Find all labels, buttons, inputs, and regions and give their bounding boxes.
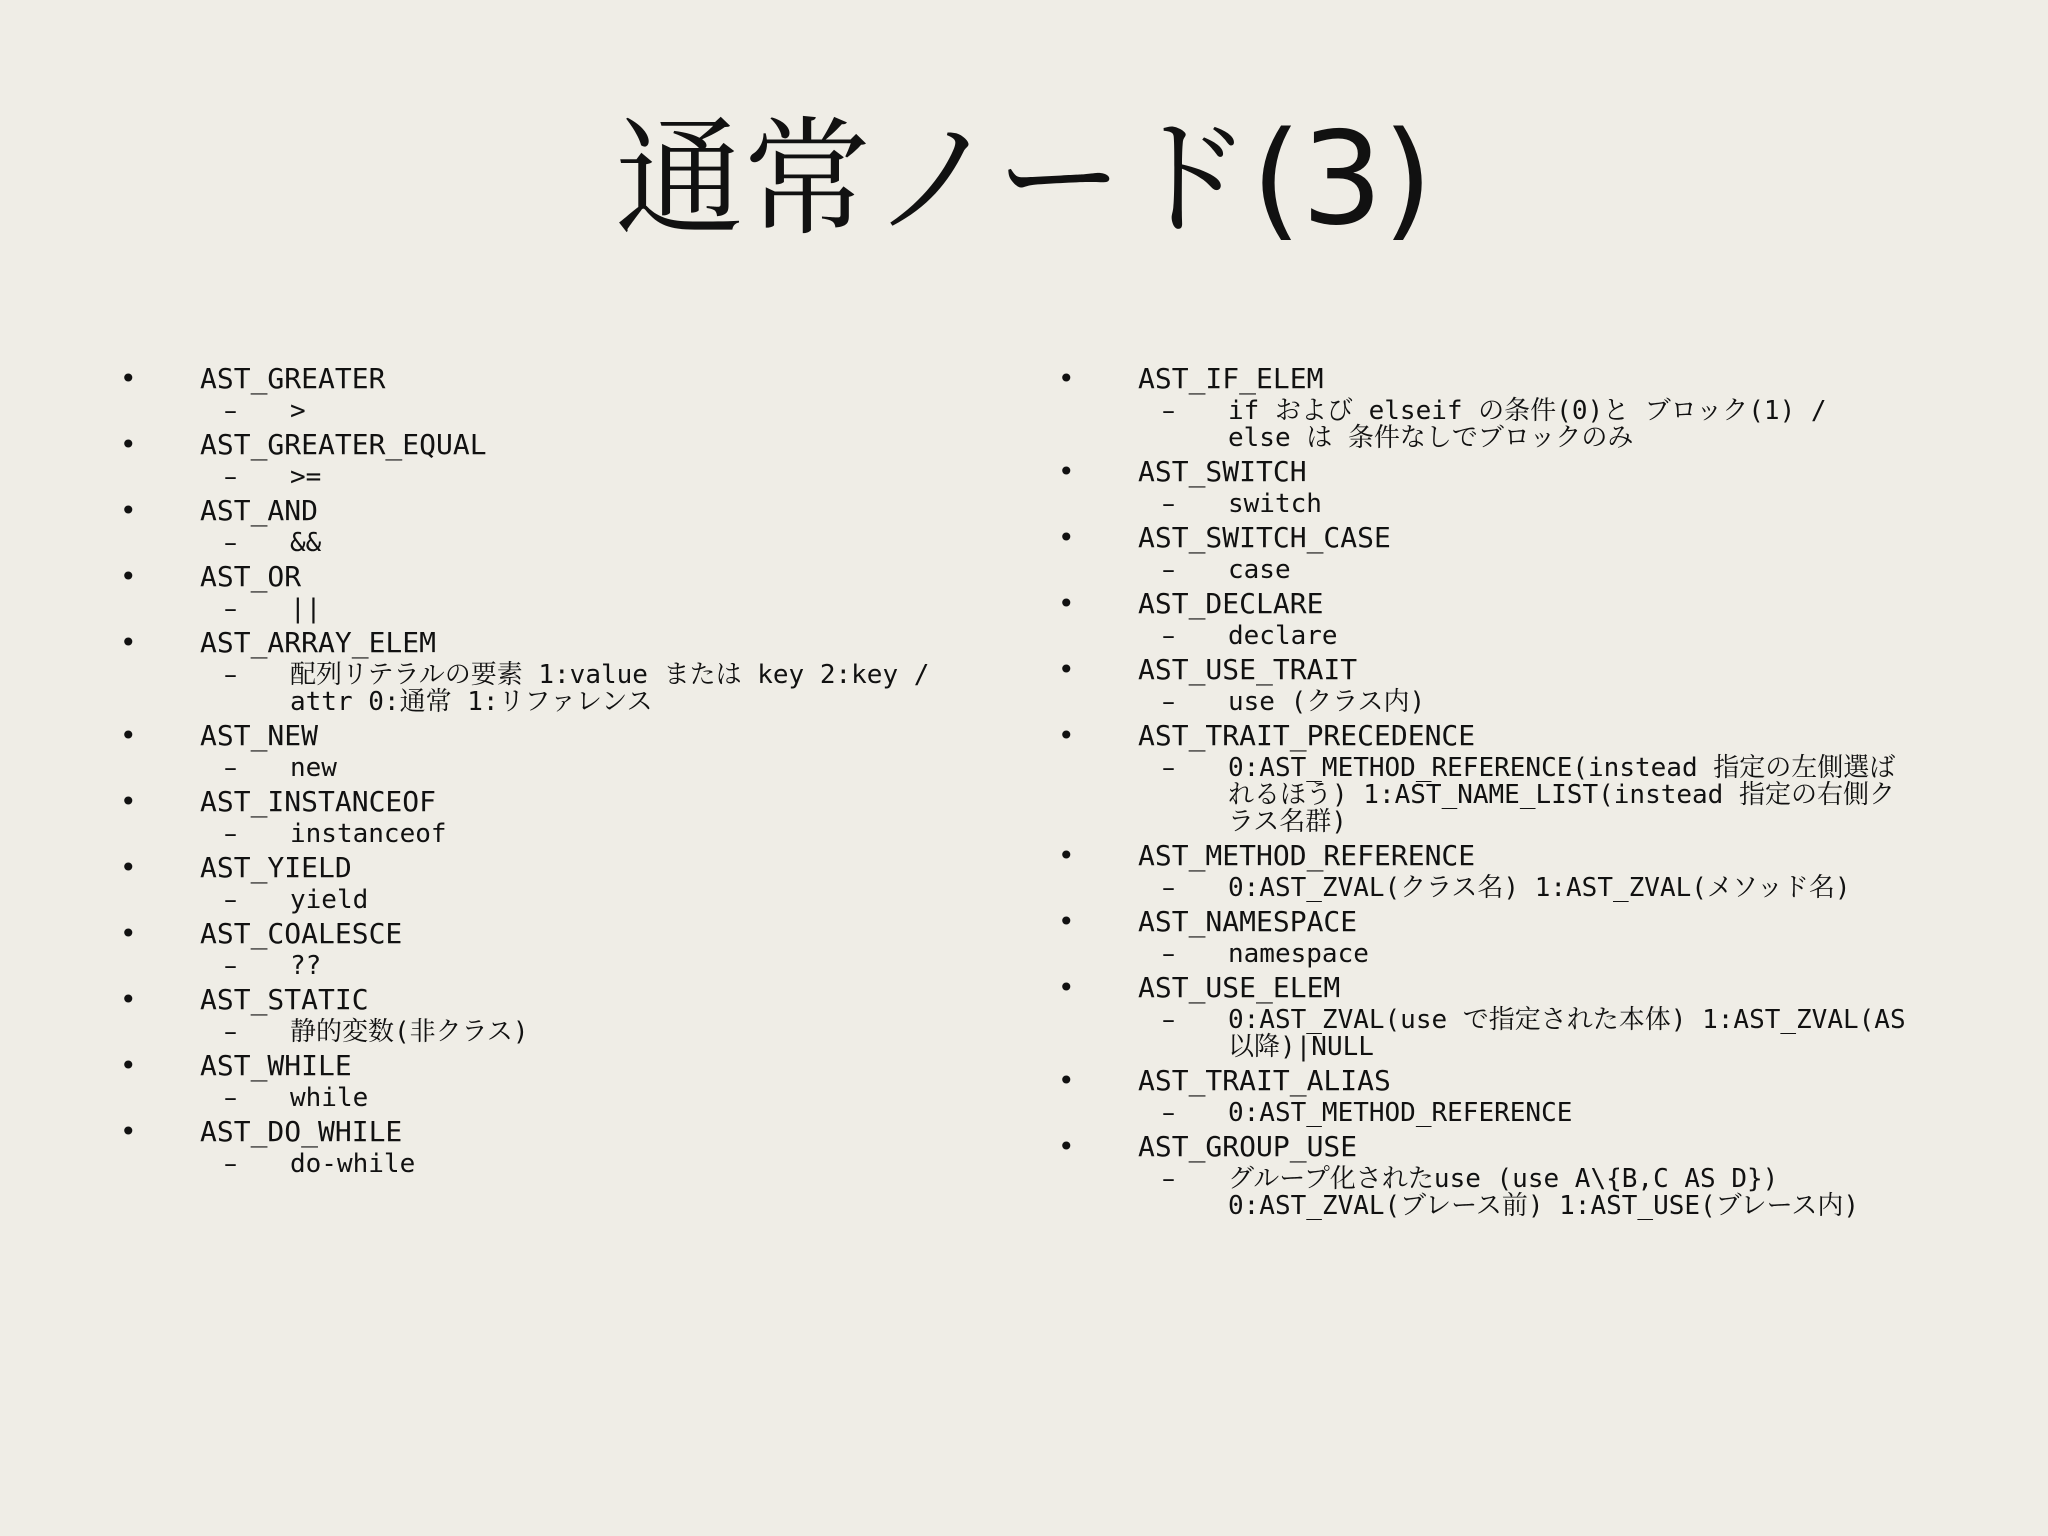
dash-icon: –	[1162, 1098, 1175, 1128]
bullet-icon: •	[1058, 521, 1075, 554]
dash-icon: –	[224, 396, 237, 426]
dash-icon: –	[224, 819, 237, 849]
bullet-icon: •	[1058, 1064, 1075, 1097]
bullet-icon: •	[120, 626, 137, 659]
node-name: AST_WHILE	[200, 1049, 352, 1082]
bullet-item	[120, 851, 980, 914]
node-description-text: 0:AST_METHOD_REFERENCE(instead 指定の左側選ば れるほう) 1:AST_NAME_LIST(instead 指定の右側ク ラス名群)	[1228, 753, 1896, 837]
bullet-icon: •	[120, 851, 137, 884]
dash-icon: –	[1162, 753, 1175, 783]
bullet-item	[1058, 587, 1948, 650]
node-description-text: ??	[290, 951, 322, 981]
node-name: AST_TRAIT_PRECEDENCE	[1138, 719, 1476, 752]
bullet-item	[120, 983, 980, 1046]
node-description-text: instanceof	[290, 819, 447, 849]
bullet-icon: •	[1058, 455, 1075, 488]
dash-icon: –	[224, 462, 237, 492]
node-name: AST_COALESCE	[200, 917, 403, 950]
dash-icon: –	[1162, 687, 1175, 717]
node-description-text: 配列リテラルの要素 1:value または key 2:key / attr 0:通常 1:リファレンス	[290, 660, 930, 717]
node-description-text: グループ化されたuse (use A\{B,C AS D}) 0:AST_ZVAL(ブレース前) 1:AST_USE(ブレース内)	[1228, 1164, 1859, 1221]
dash-icon: –	[224, 1017, 237, 1047]
node-description	[1058, 623, 1948, 650]
bullet-icon: •	[1058, 905, 1075, 938]
node-description-text: switch	[1228, 489, 1322, 519]
dash-icon: –	[1162, 873, 1175, 903]
bullet-item	[1058, 839, 1948, 902]
bullet-icon: •	[1058, 719, 1075, 752]
slide-title: 通常ノード(3)	[615, 105, 1433, 254]
node-description	[1058, 557, 1948, 584]
node-description	[1058, 755, 1948, 836]
bullet-item	[1058, 362, 1948, 452]
node-description	[1058, 398, 1948, 452]
bullet-icon: •	[120, 1049, 137, 1082]
node-name: AST_SWITCH	[1138, 455, 1307, 488]
node-name: AST_YIELD	[200, 851, 352, 884]
node-name: AST_GROUP_USE	[1138, 1130, 1358, 1163]
node-description-text: 0:AST_METHOD_REFERENCE	[1228, 1098, 1573, 1128]
dash-icon: –	[1162, 396, 1175, 426]
node-description-text: 0:AST_ZVAL(use で指定された本体) 1:AST_ZVAL(AS 以降)|NULL	[1228, 1005, 1906, 1062]
bullet-item	[1058, 719, 1948, 836]
dash-icon: –	[1162, 555, 1175, 585]
dash-icon: –	[224, 594, 237, 624]
right-bullet-list	[1058, 362, 1948, 1223]
dash-icon: –	[224, 885, 237, 915]
node-description-text: use (クラス内)	[1228, 687, 1426, 717]
node-name: AST_SWITCH_CASE	[1138, 521, 1391, 554]
bullet-icon: •	[1058, 653, 1075, 686]
node-description	[120, 755, 980, 782]
bullet-icon: •	[120, 983, 137, 1016]
node-description-text: yield	[290, 885, 369, 915]
node-description-text: &&	[290, 528, 322, 558]
dash-icon: –	[1162, 1164, 1175, 1194]
bullet-icon: •	[120, 917, 137, 950]
node-description-text: namespace	[1228, 939, 1369, 969]
bullet-icon: •	[120, 719, 137, 752]
node-description	[120, 1151, 980, 1178]
node-name: AST_GREATER_EQUAL	[200, 428, 487, 461]
bullet-icon: •	[1058, 971, 1075, 1004]
node-name: AST_USE_TRAIT	[1138, 653, 1358, 686]
node-name: AST_DO_WHILE	[200, 1115, 403, 1148]
node-description	[120, 530, 980, 557]
node-name: AST_IF_ELEM	[1138, 362, 1324, 395]
node-description-text: 0:AST_ZVAL(クラス名) 1:AST_ZVAL(メソッド名)	[1228, 873, 1851, 903]
node-description	[120, 953, 980, 980]
node-description	[1058, 1166, 1948, 1220]
bullet-item	[120, 560, 980, 623]
bullet-icon: •	[120, 362, 137, 395]
bullet-item	[120, 1115, 980, 1178]
bullet-item	[1058, 971, 1948, 1061]
bullet-item	[120, 428, 980, 491]
node-name: AST_METHOD_REFERENCE	[1138, 839, 1476, 872]
bullet-item	[1058, 905, 1948, 968]
dash-icon: –	[1162, 621, 1175, 651]
node-description-text: new	[290, 753, 337, 783]
dash-icon: –	[1162, 489, 1175, 519]
node-description	[120, 1085, 980, 1112]
dash-icon: –	[224, 660, 237, 690]
node-description-text: declare	[1228, 621, 1338, 651]
bullet-item	[120, 1049, 980, 1112]
node-description	[1058, 875, 1948, 902]
bullet-item	[1058, 1130, 1948, 1220]
node-name: AST_DECLARE	[1138, 587, 1324, 620]
dash-icon: –	[224, 753, 237, 783]
bullet-item	[120, 362, 980, 425]
dash-icon: –	[224, 528, 237, 558]
bullet-icon: •	[1058, 839, 1075, 872]
node-name: AST_OR	[200, 560, 302, 593]
node-description	[120, 596, 980, 623]
node-description	[1058, 491, 1948, 518]
node-name: AST_NEW	[200, 719, 319, 752]
left-bullet-list	[120, 362, 980, 1181]
node-description	[120, 398, 980, 425]
bullet-icon: •	[120, 1115, 137, 1148]
node-name: AST_TRAIT_ALIAS	[1138, 1064, 1391, 1097]
bullet-item	[120, 917, 980, 980]
node-description	[1058, 1007, 1948, 1061]
node-name: AST_INSTANCEOF	[200, 785, 437, 818]
bullet-item	[120, 785, 980, 848]
node-description	[120, 887, 980, 914]
node-description-text: if および elseif の条件(0)と ブロック(1) / else は 条件なしでブロックのみ	[1228, 396, 1827, 453]
bullet-icon: •	[120, 785, 137, 818]
node-description	[120, 1019, 980, 1046]
node-description-text: 静的変数(非クラス)	[290, 1017, 529, 1047]
node-description-text: >	[290, 396, 306, 426]
node-description	[1058, 689, 1948, 716]
node-name: AST_NAMESPACE	[1138, 905, 1358, 938]
bullet-item	[1058, 455, 1948, 518]
dash-icon: –	[224, 1149, 237, 1179]
bullet-item	[1058, 653, 1948, 716]
node-description-text: while	[290, 1083, 369, 1113]
bullet-icon: •	[1058, 587, 1075, 620]
node-description-text: ||	[290, 594, 322, 624]
bullet-item	[120, 494, 980, 557]
bullet-icon: •	[1058, 362, 1075, 395]
node-description-text: >=	[290, 462, 322, 492]
dash-icon: –	[224, 951, 237, 981]
bullet-item	[120, 626, 980, 716]
bullet-icon: •	[120, 560, 137, 593]
node-description	[120, 464, 980, 491]
node-description	[120, 821, 980, 848]
dash-icon: –	[224, 1083, 237, 1113]
bullet-item	[1058, 521, 1948, 584]
node-description	[120, 662, 980, 716]
node-description	[1058, 941, 1948, 968]
node-name: AST_GREATER	[200, 362, 386, 395]
dash-icon: –	[1162, 1005, 1175, 1035]
bullet-icon: •	[120, 428, 137, 461]
bullet-item	[120, 719, 980, 782]
node-description-text: do-while	[290, 1149, 416, 1179]
bullet-item	[1058, 1064, 1948, 1127]
dash-icon: –	[1162, 939, 1175, 969]
node-description	[1058, 1100, 1948, 1127]
bullet-icon: •	[120, 494, 137, 527]
node-name: AST_ARRAY_ELEM	[200, 626, 437, 659]
node-name: AST_AND	[200, 494, 319, 527]
node-name: AST_USE_ELEM	[1138, 971, 1341, 1004]
node-name: AST_STATIC	[200, 983, 369, 1016]
node-description-text: case	[1228, 555, 1291, 585]
bullet-icon: •	[1058, 1130, 1075, 1163]
